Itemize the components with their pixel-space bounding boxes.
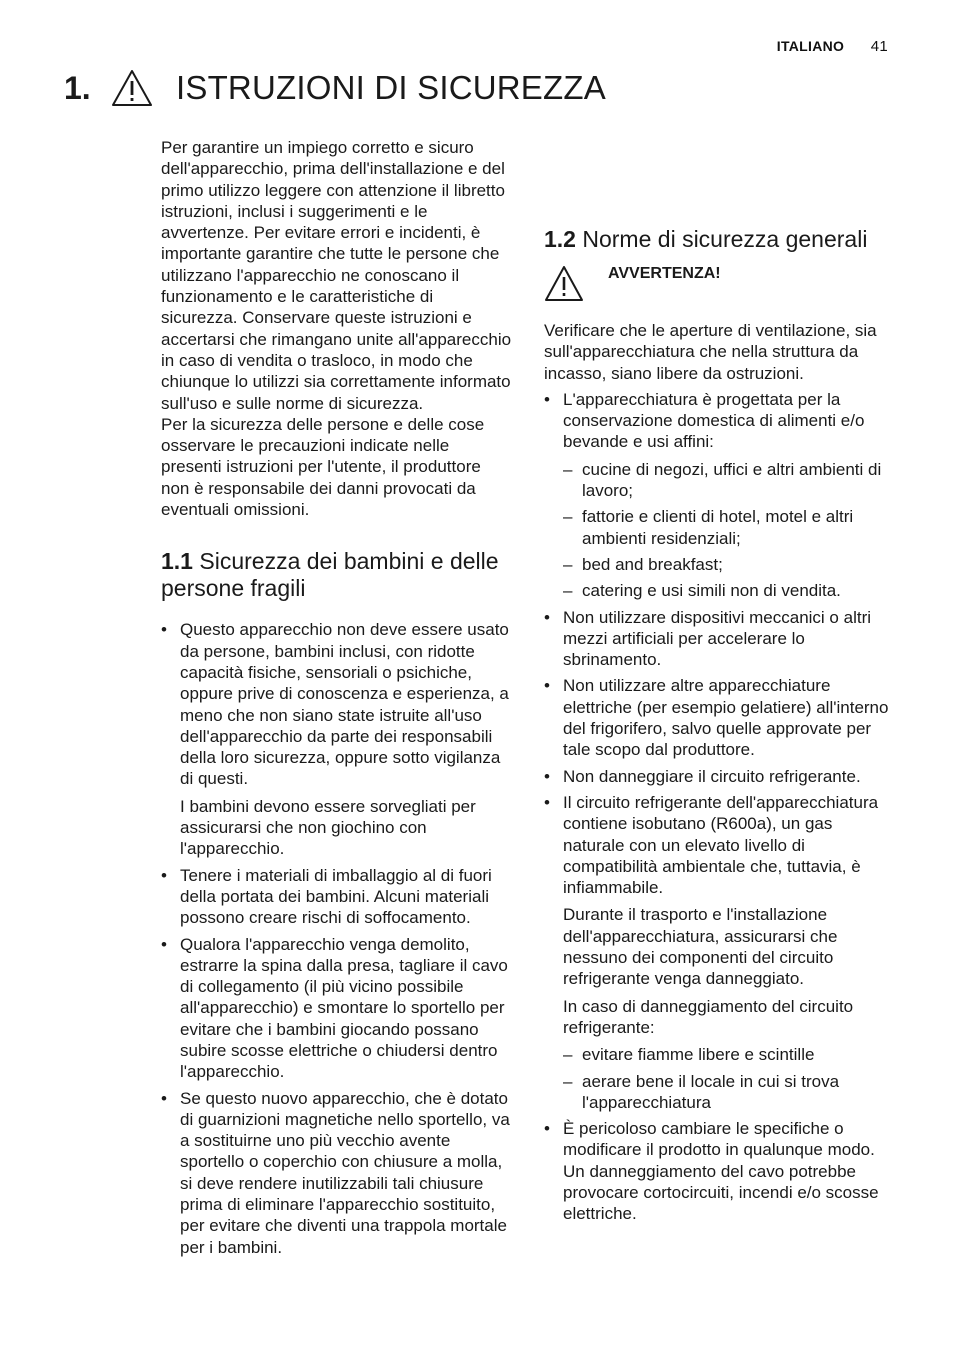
list-item: • È pericoloso cambiare le specifiche o modificare il prodotto in qualunque modo. Un danneggiamento del cavo potrebbe provocare cortocircuiti, incendi e/o scosse elettriche.: [544, 1118, 894, 1224]
list-item: [544, 389, 894, 602]
dash-item: – cucine di negozi, uffici e altri ambienti di lavoro;: [563, 459, 894, 502]
uses-list: [563, 459, 894, 602]
section-title: Norme di sicurezza generali: [582, 226, 868, 252]
language-label: ITALIANO: [776, 38, 845, 54]
chapter-title: [64, 68, 606, 108]
list-item-text: Questo apparecchio non deve essere usato da persone, bambini inclusi, con ridotte capacità fisiche, sensoriali o psichiche, oppure prive di conoscenza e esperienza, a meno che non siano state istruite all'uso dell'apparecchio da parte dei responsabili della loro sicurezza, oppure sotto vigilanza di questi.: [180, 620, 509, 789]
intro-paragraph: Per garantire un impiego corretto e sicuro dell'apparecchio, prima dell'installazione e del primo utilizzo leggere con attenzione il libretto istruzioni, inclusi i suggerimenti e le avvertenze. Per evitare errori e incidenti, è importante garantire che tutte le persone che utilizzano l'apparecchio ne conoscano il funzionamento e le caratteristiche di sicurezza. Conservare queste istruzioni e accertarsi che rimangano unite all'apparecchio in caso di vendita o trasloco, in modo che chiunque lo utilizzi sia correttamente informato sull'uso e sulle norme di sicurezza.: [161, 138, 512, 413]
dash-item: – aerare bene il locale in cui si trova l'apparecchiatura: [563, 1071, 894, 1114]
children-safety-list: [161, 619, 513, 1258]
left-column: [161, 137, 513, 1263]
refrigerant-actions-list: [563, 1044, 894, 1113]
chapter-title-text: ISTRUZIONI DI SICUREZZA: [176, 69, 606, 106]
dash-item: – bed and breakfast;: [563, 554, 894, 575]
section-heading-1-1: [161, 548, 513, 602]
ventilation-paragraph: Verificare che le aperture di ventilazione, sia sull'apparecchiatura che nella struttura da incasso, siano libere da ostruzioni.: [544, 321, 877, 383]
list-item: • Non utilizzare altre apparecchiature elettriche (per esempio gelatiere) all'interno del frigorifero, salvo quelle approvate per tale scopo dal produttore.: [544, 675, 894, 760]
dash-item: – catering e usi simili non di vendita.: [563, 580, 894, 601]
list-item-note: Durante il trasporto e l'installazione dell'apparecchiatura, assicurarsi che nessuno dei componenti del circuito refrigerante venga danneggiato.: [563, 905, 838, 989]
list-item: • Se questo nuovo apparecchio, che è dotato di guarnizioni magnetiche nello sportello, va a sostituirne uno più vecchio avente sportello o coperchio con chiusure a molla, si deve rendere inutilizzabili tali chiusure prima di eliminare l'apparecchio sostituito, per evitare che diventi una trappola mortale per i bambini.: [161, 1088, 513, 1258]
section-number: 1.2: [544, 226, 576, 252]
list-item: [544, 792, 894, 1113]
section-number: 1.1: [161, 548, 193, 575]
list-item-note: I bambini devono essere sorvegliati per assicurarsi che non giochino con l'apparecchio.: [180, 796, 476, 859]
list-item-text: L'apparecchiatura è progettata per la conservazione domestica di alimenti e/o bevande e usi affini:: [563, 389, 865, 452]
list-item-text: Il circuito refrigerante dell'apparecchiatura contiene isobutano (R600a), un gas naturale con un elevato livello di compatibilità ambientale che, tuttavia, è infiammabile.: [563, 792, 879, 898]
warning-label: AVVERTENZA!: [608, 265, 721, 282]
dash-item: – fattorie e clienti di hotel, motel e altri ambienti residenziali;: [563, 506, 894, 549]
warning-callout: [544, 265, 894, 303]
general-safety-list: [544, 389, 894, 1225]
chapter-number: 1.: [64, 69, 91, 106]
intro-paragraph-2: Per la sicurezza delle persone e delle cose osservare le precauzioni indicate nelle presenti istruzioni per l'utente, il produttore non è responsabile dei danni provocati da eventuali omissioni.: [161, 414, 485, 520]
dash-item: – evitare fiamme libere e scintille: [563, 1044, 894, 1065]
list-item-note: In caso di danneggiamento del circuito refrigerante:: [563, 996, 854, 1037]
warning-triangle-icon: [110, 68, 154, 108]
warning-triangle-icon: [544, 265, 584, 303]
list-item: • Non utilizzare dispositivi meccanici o altri mezzi artificiali per accelerare lo sbrinamento.: [544, 607, 894, 671]
section-title: Sicurezza dei bambini e delle persone fragili: [161, 548, 499, 602]
list-item: [161, 619, 513, 859]
page-number: 41: [870, 38, 888, 55]
page-header: [777, 38, 888, 55]
list-item: • Tenere i materiali di imballaggio al di fuori della portata dei bambini. Alcuni materiali possono creare rischi di soffocamento.: [161, 865, 513, 929]
column-continuation-spacer: [544, 137, 894, 201]
right-column: [544, 137, 894, 1230]
list-item: • Non danneggiare il circuito refrigerante.: [544, 766, 894, 787]
section-heading-1-2: [544, 226, 894, 253]
list-item: • Qualora l'apparecchio venga demolito, estrarre la spina dalla presa, tagliare il cavo di collegamento (il più vicino possibile all'apparecchio) e smontare lo sportello per evitare che i bambini giocando possano subire scosse elettriche o chiudersi dentro l'apparecchio.: [161, 934, 513, 1083]
